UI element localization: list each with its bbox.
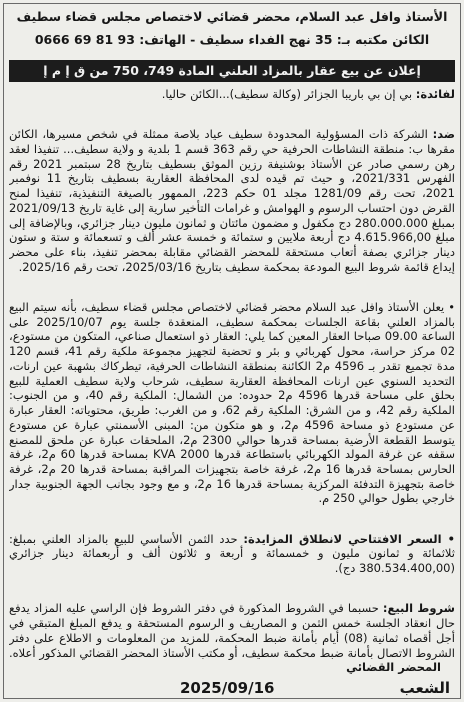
newspaper-name: الشعب bbox=[399, 679, 450, 697]
bailiff-name-line: الأستاذ وافل عبد السلام، محضر قضائي لاختصاص مجلس قضاء سطيف bbox=[16, 9, 448, 24]
opening-price-text: حدد الثمن الأساسي للبيع بالمزاد العلني بمبلغ: ثلاثمائة و ثمانون مليون و خمسمائة و أربعة و ثلاثون ألف و أربعمائة دينار جزائري (380.534.400,00 دج). bbox=[9, 531, 455, 576]
sale-conditions-label: شروط البيع: bbox=[382, 601, 455, 616]
beneficiary-paragraph bbox=[9, 87, 455, 102]
notice-body bbox=[9, 87, 455, 675]
notice-footer bbox=[8, 678, 456, 698]
publication-date: 2025/09/16 bbox=[180, 679, 275, 697]
sale-conditions-text: حسبما في الشروط المذكورة في دفتر الشروط فإن الراسي عليه المزاد يدفع حال انعقاد الجلسة خمس الثمن و المصاريف و الرسوم المستحقة و يدفع المبلغ المتبقي في أجل أقصاه ثمانية (08) أيام بأمانة ضبط المحكمة، للمزيد من المعلومات و الاطلاع على دفتر الشروط الاتصال بأمانة ضبط محكمة سطيف، أو مكتب الأستاذ المحضر القضائي المذكور أعلاه. bbox=[9, 601, 455, 660]
auction-announcement-paragraph: • يعلن الأستاذ وافل عبد السلام محضر قضائي لاختصاص مجلس قضاء سطيف، بأنه سيتم البيع بالمزاد العلني بقاعة الجلسات بمحكمة سطيف، المنعقدة جلسة يوم 2025/10/07 على الساعة 09.00 صباحا العقار المعين كما يلي: العقار ذو استعمال صناعي، المتكون من مستودع، 02 مركز حراسة، محول كهربائي و بئر و تحضية لتجهيز مجموعة ملكية رقم 41، قسم 120 مدة تجميع تقدر بـ 4596 م2 الكائنة بمنطقة النشاطات الحرفية، تيطركاك بشهبة عين ارنات، التحديد السنوي عين ارنات المحافظة العقارية سطيف، شرحاب ولاية سطيف العملية للبيع بحلق على مساحة قدرها 4596 م2 حدوده: من الشمال: الملكية رقم 40، و من الجنوب: الملكية رقم 42، و من الشرق: الملكية رقم 62، و من الغرب: طريق، محتوياته: العقار عبارة عن مستودع ذو مساحة 4596 م2، و هو متكون من: المبنى الأسمنتي عبارة عن مستودع يتوسط القطعة الأرضية بمساحة قدرها حوالي 2300 م2، الملحقات عبارة عن ملحق للمصنع سقفه عن غرفة المولد الكهربائي باستطاعة قدرها KVA 2000 بمساحة قدرها 60 م2، غرفة الحارس بمساحة قدرها 16 م2، غرفة خاصة بتجهيزات المراقبة بمساحة قدرها 20 م2، غرفة خاصة بتجهيزة التدفئة المركزية بمساحة قدرها 16 م2، و مع وجود بجانب الجهة الجنوبية جدار خارجي بطول حوالي 250 م. bbox=[9, 300, 455, 506]
notice-title-banner: إعلان عن بيع عقار بالمزاد العلني المادة 749، 750 من ق إ م إ bbox=[9, 60, 455, 82]
opening-price-paragraph bbox=[9, 532, 455, 576]
beneficiary-label: لفائدة: bbox=[415, 87, 455, 101]
bailiff-signature: المحضر القضائي bbox=[346, 660, 441, 675]
bailiff-address-line: الكائن مكتبه بـ: 35 نهج الفداء سطيف - الهاتف: 93 81 69 0666 bbox=[34, 32, 430, 47]
sale-conditions-paragraph bbox=[9, 601, 455, 675]
debtor-label: ضد: bbox=[432, 127, 455, 142]
opening-price-label: • السعر الافتتاحي لانطلاق المزايدة: bbox=[243, 531, 455, 546]
debtor-paragraph bbox=[9, 127, 455, 274]
beneficiary-text: بي إن بي باريبا الجزائر (وكالة سطيف)...الكائن حاليا. bbox=[161, 87, 413, 101]
debtor-text: الشركة ذات المسؤولية المحدودة سطيف عياد بلاصة ممثلة في شخص مسيرها، الكائن مقرها ب: منطقة النشاطات الحرفية حي رقم 363 قسم 1 بلدية و ولاية سطيف... تنفيذا لعقد رهن رسمي صادر عن الأستاذ بوشنيفة رزين الموثق بسطيف بتاريخ 28 سبتمبر 2021 رقم الفهرس 2021/331، و حيث تم قيده لدى المحافظة العقارية بسطيف بتاريخ 11 نوفمبر 2021، تحت رقم 1281/09 مجلد 01 حكم 223، الممهور بالصيغة التنفيذية، تنفيذا لمنح القرض دون احتساب الرسوم و الهوامش و غرامات التأخير سارية إلى غاية تاريخ 2021/09/13 بمبلغ 280.000.000 دج مكفول و مضمون مائتان و ثمانون مليون دينار جزائري، وبالإضافة إلى مبلغ 4.615.966,00 دج أربعة ملايين و ستمائة و خمسة عشر ألف و تسعمائة و ستة و ستون دينار جزائري بصفة أتعاب مستحقة للمحضر القضائي مقابلة بمحضر تنفيذ، بناء على محضر إيداع قائمة شروط البيع المودعة بمحكمة سطيف بتاريخ 2025/03/16، تحت رقم 2025/16. bbox=[9, 127, 455, 274]
